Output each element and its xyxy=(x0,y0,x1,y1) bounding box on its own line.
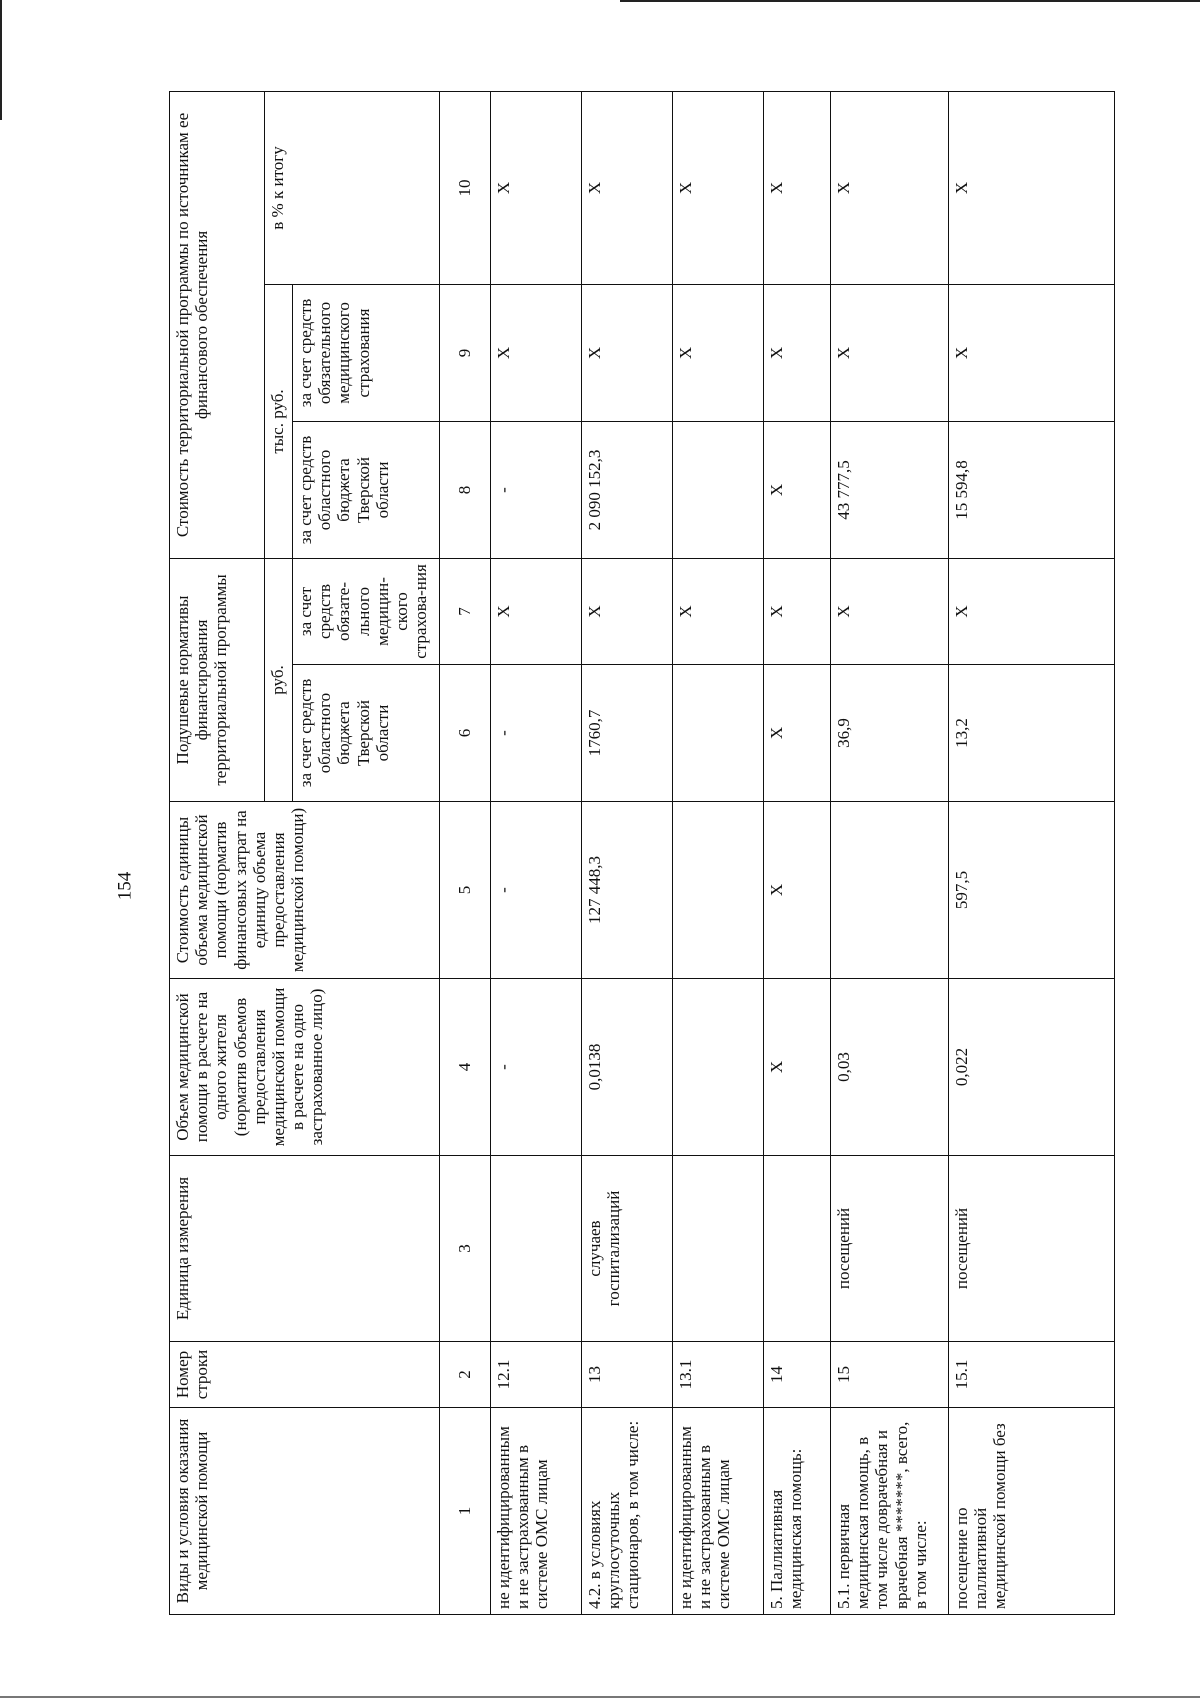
header-col7: за счет средств обязате-льного медицин-ского страхова-ния xyxy=(293,558,440,664)
row-percapita-budget: - xyxy=(491,665,582,802)
row-percent: Х xyxy=(831,91,949,284)
row-percapita-oms: Х xyxy=(582,558,673,664)
header-col3: Единица измерения xyxy=(170,1156,440,1342)
row-cost-oms: Х xyxy=(764,284,831,421)
table-row xyxy=(831,91,949,1614)
header-group-a: Подушевые нормативы финансирования территориальной программы xyxy=(170,558,265,801)
row-number: 14 xyxy=(764,1342,831,1408)
row-percent: Х xyxy=(949,91,1115,284)
header-col2: Номер строки xyxy=(170,1342,440,1408)
row-number: 13.1 xyxy=(673,1342,764,1408)
colnum-2: 2 xyxy=(440,1342,491,1408)
row-volume xyxy=(673,979,764,1156)
colnum-10: 10 xyxy=(440,91,491,284)
colnum-9: 9 xyxy=(440,284,491,421)
row-cost-oms: Х xyxy=(949,284,1115,421)
row-unit: случаев госпитализаций xyxy=(582,1156,673,1342)
row-unit: посещений xyxy=(831,1156,949,1342)
row-percent: Х xyxy=(491,91,582,284)
header-col6: за счет средств областного бюджета Тверской области xyxy=(293,665,440,802)
row-cost-oms: Х xyxy=(673,284,764,421)
header-col10: в % к итогу xyxy=(265,91,440,284)
table-row xyxy=(673,91,764,1614)
row-name: 5.1. первичная медицинская помощь, в том числе доврачебная и врачебная *******, всего, в том числе: xyxy=(831,1408,949,1615)
row-name: не идентифицированным и не застрахованным в системе ОМС лицам xyxy=(673,1408,764,1615)
row-number: 15 xyxy=(831,1342,949,1408)
row-number: 15.1 xyxy=(949,1342,1115,1408)
rotated-table-wrapper xyxy=(169,92,1115,1615)
medical-care-table xyxy=(169,91,1115,1615)
row-unit xyxy=(491,1156,582,1342)
row-name: посещение по паллиативной медицинской помощи без xyxy=(949,1408,1115,1615)
row-unit-cost: 597,5 xyxy=(949,802,1115,979)
row-percent: Х xyxy=(582,91,673,284)
row-cost-budget: 2 090 152,3 xyxy=(582,421,673,558)
header-row-1 xyxy=(170,91,265,1614)
row-name: не идентифицированным и не застрахованным в системе ОМС лицам xyxy=(491,1408,582,1615)
row-cost-oms: Х xyxy=(491,284,582,421)
row-cost-budget: 43 777,5 xyxy=(831,421,949,558)
header-group-a-unit: руб. xyxy=(265,558,293,801)
row-percent: Х xyxy=(673,91,764,284)
row-unit-cost: - xyxy=(491,802,582,979)
scan-edge-top xyxy=(620,0,1200,2)
row-unit-cost: Х xyxy=(764,802,831,979)
colnum-8: 8 xyxy=(440,421,491,558)
row-unit xyxy=(764,1156,831,1342)
row-volume: Х xyxy=(764,979,831,1156)
row-unit: посещений xyxy=(949,1156,1115,1342)
row-number: 12.1 xyxy=(491,1342,582,1408)
row-volume: 0,03 xyxy=(831,979,949,1156)
row-unit-cost xyxy=(673,802,764,979)
row-percapita-budget: 1760,7 xyxy=(582,665,673,802)
row-volume: 0,0138 xyxy=(582,979,673,1156)
row-volume: 0,022 xyxy=(949,979,1115,1156)
colnum-5: 5 xyxy=(440,802,491,979)
row-percapita-oms: Х xyxy=(764,558,831,664)
colnum-3: 3 xyxy=(440,1156,491,1342)
row-unit-cost xyxy=(831,802,949,979)
row-cost-budget: 15 594,8 xyxy=(949,421,1115,558)
row-cost-oms: Х xyxy=(582,284,673,421)
row-unit-cost: 127 448,3 xyxy=(582,802,673,979)
row-percapita-budget xyxy=(673,665,764,802)
row-percapita-budget: 13,2 xyxy=(949,665,1115,802)
row-percapita-budget: 36,9 xyxy=(831,665,949,802)
row-number: 13 xyxy=(582,1342,673,1408)
column-number-row xyxy=(440,91,491,1614)
header-col9: за счет средств обязательного медицинского страхования xyxy=(293,284,440,421)
header-group-b: Стоимость территориальной программы по источникам ее финансового обеспечения xyxy=(170,91,265,558)
row-cost-budget xyxy=(673,421,764,558)
row-cost-budget: - xyxy=(491,421,582,558)
row-volume: - xyxy=(491,979,582,1156)
row-percapita-oms: Х xyxy=(673,558,764,664)
row-cost-oms: Х xyxy=(831,284,949,421)
row-cost-budget: Х xyxy=(764,421,831,558)
header-col8: за счет средств областного бюджета Тверской области xyxy=(293,421,440,558)
colnum-1: 1 xyxy=(440,1408,491,1615)
row-name: 5. Паллиативная медицинская помощь: xyxy=(764,1408,831,1615)
table-row xyxy=(582,91,673,1614)
colnum-6: 6 xyxy=(440,665,491,802)
colnum-7: 7 xyxy=(440,558,491,664)
header-col4: Объем медицинской помощи в расчете на одного жителя (норматив объемов предоставления медицинской помощи в расчете на одно застрахованное лицо) xyxy=(170,979,440,1156)
row-percapita-oms: Х xyxy=(491,558,582,664)
header-col1: Виды и условия оказания медицинской помощи xyxy=(170,1408,440,1615)
colnum-4: 4 xyxy=(440,979,491,1156)
row-name: 4.2. в условиях круглосуточных стационаров, в том числе: xyxy=(582,1408,673,1615)
row-unit xyxy=(673,1156,764,1342)
row-percapita-oms: Х xyxy=(949,558,1115,664)
header-group-b-unit: тыс. руб. xyxy=(265,284,293,558)
row-percent: Х xyxy=(764,91,831,284)
row-percapita-oms: Х xyxy=(831,558,949,664)
table-row xyxy=(949,91,1115,1614)
table-row xyxy=(764,91,831,1614)
table-row xyxy=(491,91,582,1614)
scan-edge-left xyxy=(0,0,2,120)
header-col5: Стоимость единицы объема медицинской помощи (норматив финансовых затрат на единицу объема предоставления медицинской помощи) xyxy=(170,802,440,979)
scan-edge-bottom xyxy=(0,1696,1200,1698)
row-percapita-budget: Х xyxy=(764,665,831,802)
page-number: 154 xyxy=(114,871,135,901)
